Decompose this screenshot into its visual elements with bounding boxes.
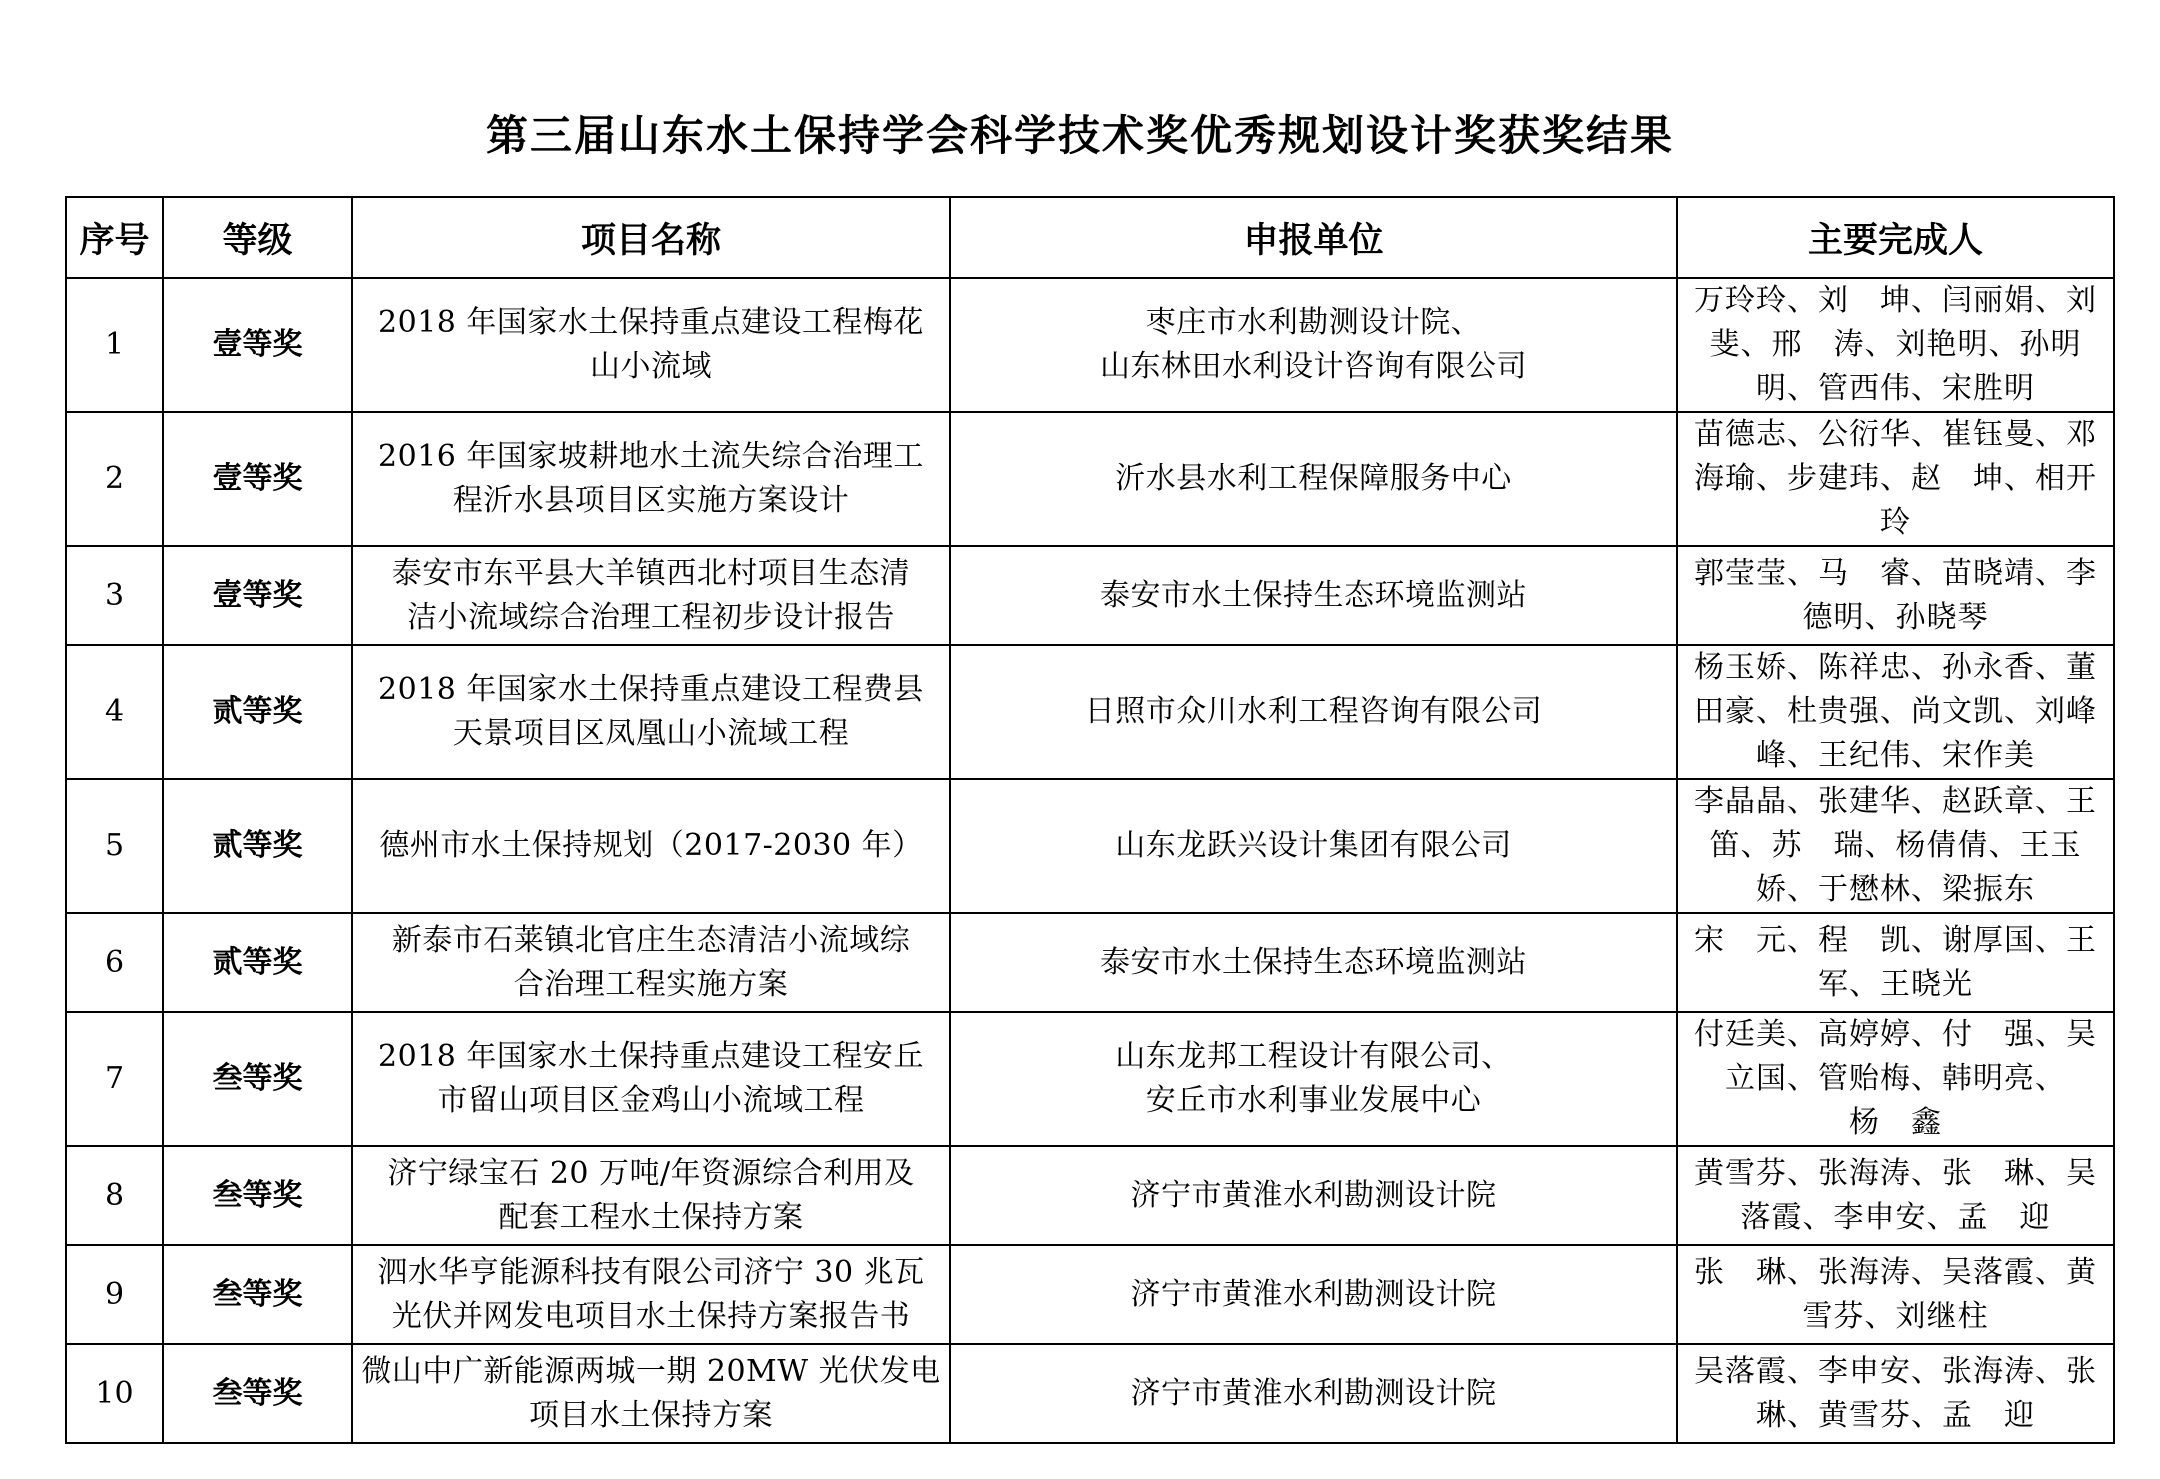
people-line: 玲 <box>1880 505 1911 540</box>
table-row <box>66 1245 2114 1344</box>
cell-people <box>1677 412 2114 546</box>
cell-project <box>352 546 950 645</box>
cell-unit <box>950 1344 1677 1443</box>
cell-people <box>1677 1245 2114 1344</box>
cell-grade: 叁等奖 <box>163 1012 352 1146</box>
project-line: 2018 年国家水土保持重点建设工程安丘 <box>378 1039 924 1074</box>
people-line: 斐、邢 涛、刘艳明、孙明 <box>1709 327 2082 362</box>
cell-people <box>1677 1146 2114 1245</box>
table-row <box>66 278 2114 412</box>
cell-project <box>352 779 950 913</box>
header-people: 主要完成人 <box>1677 197 2114 278</box>
project-line: 光伏并网发电项目水土保持方案报告书 <box>391 1298 911 1334</box>
cell-grade: 叁等奖 <box>163 1245 352 1344</box>
cell-people <box>1677 779 2114 913</box>
people-line: 笛、苏 瑞、杨倩倩、王玉 <box>1709 828 2082 863</box>
cell-seq: 4 <box>66 645 163 779</box>
people-line: 峰、王纪伟、宋作美 <box>1756 738 2035 773</box>
unit-line: 山东林田水利设计咨询有限公司 <box>1100 349 1527 384</box>
unit-line: 枣庄市水利勘测设计院、 <box>1145 305 1482 340</box>
unit-line: 泰安市水土保持生态环境监测站 <box>1100 944 1527 980</box>
project-line: 合治理工程实施方案 <box>513 966 789 1002</box>
table-row <box>66 1146 2114 1245</box>
people-line: 立国、管贻梅、韩明亮、 <box>1725 1061 2066 1096</box>
cell-grade: 叁等奖 <box>163 1344 352 1443</box>
cell-seq: 2 <box>66 412 163 546</box>
cell-grade: 壹等奖 <box>163 278 352 412</box>
cell-unit <box>950 645 1677 779</box>
header-project: 项目名称 <box>352 197 950 278</box>
cell-unit <box>950 412 1677 546</box>
cell-grade: 壹等奖 <box>163 412 352 546</box>
project-line: 济宁绿宝石 20 万吨/年资源综合利用及 <box>387 1155 915 1191</box>
people-line: 落霞、李申安、孟 迎 <box>1740 1199 2051 1235</box>
people-line: 宋 元、程 凯、谢厚国、王 <box>1694 922 2097 958</box>
cell-project <box>352 1146 950 1245</box>
table-row <box>66 779 2114 913</box>
cell-seq: 8 <box>66 1146 163 1245</box>
header-seq: 序号 <box>66 197 163 278</box>
cell-project <box>352 412 950 546</box>
project-line: 天景项目区凤凰山小流域工程 <box>452 716 850 751</box>
cell-grade: 贰等奖 <box>163 645 352 779</box>
unit-line: 山东龙邦工程设计有限公司、 <box>1115 1039 1512 1074</box>
cell-project <box>352 645 950 779</box>
header-grade: 等级 <box>163 197 352 278</box>
people-line: 田豪、杜贵强、尚文凯、刘峰 <box>1694 694 2097 729</box>
cell-unit <box>950 1146 1677 1245</box>
people-line: 张 琳、张海涛、吴落霞、黄 <box>1694 1254 2097 1290</box>
people-line: 李晶晶、张建华、赵跃章、王 <box>1694 784 2097 819</box>
unit-line: 泰安市水土保持生态环境监测站 <box>1100 577 1527 613</box>
people-line: 郭莹莹、马 睿、苗晓靖、李 <box>1694 555 2097 591</box>
project-line: 泗水华亨能源科技有限公司济宁 30 兆瓦 <box>377 1254 925 1290</box>
people-line: 万玲玲、刘 坤、闫丽娟、刘 <box>1694 283 2097 318</box>
project-line: 泰安市东平县大羊镇西北村项目生态清 <box>391 555 911 591</box>
cell-unit <box>950 1012 1677 1146</box>
cell-grade: 叁等奖 <box>163 1146 352 1245</box>
project-line: 2016 年国家坡耕地水土流失综合治理工 <box>378 439 924 474</box>
cell-people <box>1677 913 2114 1012</box>
project-line: 2018 年国家水土保持重点建设工程梅花 <box>378 305 924 340</box>
cell-project <box>352 913 950 1012</box>
cell-project <box>352 1245 950 1344</box>
cell-people <box>1677 278 2114 412</box>
project-line: 新泰市石莱镇北官庄生态清洁小流域综 <box>391 922 911 958</box>
people-line: 杨玉娇、陈祥忠、孙永香、董 <box>1694 650 2097 685</box>
people-line: 黄雪芬、张海涛、张 琳、吴 <box>1694 1155 2097 1191</box>
cell-people <box>1677 1012 2114 1146</box>
table-row <box>66 412 2114 546</box>
cell-seq: 5 <box>66 779 163 913</box>
people-line: 苗德志、公衍华、崔钰曼、邓 <box>1694 417 2097 452</box>
project-line: 2018 年国家水土保持重点建设工程费县 <box>378 672 924 707</box>
cell-seq: 7 <box>66 1012 163 1146</box>
table-row <box>66 1344 2114 1443</box>
unit-line: 济宁市黄淮水利勘测设计院 <box>1130 1276 1497 1312</box>
header-unit: 申报单位 <box>950 197 1677 278</box>
people-line: 明、管西伟、宋胜明 <box>1756 371 2035 406</box>
cell-seq: 6 <box>66 913 163 1012</box>
cell-people <box>1677 1344 2114 1443</box>
unit-line: 济宁市黄淮水利勘测设计院 <box>1130 1375 1497 1411</box>
cell-project <box>352 278 950 412</box>
people-line: 杨 鑫 <box>1849 1105 1942 1140</box>
unit-line: 济宁市黄淮水利勘测设计院 <box>1130 1177 1497 1213</box>
cell-seq: 1 <box>66 278 163 412</box>
unit-line: 日照市众川水利工程咨询有限公司 <box>1084 694 1543 729</box>
cell-seq: 9 <box>66 1245 163 1344</box>
header-row <box>66 197 2114 278</box>
table-body <box>66 278 2114 1443</box>
cell-unit <box>950 913 1677 1012</box>
table-row <box>66 1012 2114 1146</box>
project-line: 山小流域 <box>590 349 712 384</box>
cell-seq: 10 <box>66 1344 163 1443</box>
people-line: 雪芬、刘继柱 <box>1802 1298 1989 1334</box>
cell-grade: 壹等奖 <box>163 546 352 645</box>
project-line: 项目水土保持方案 <box>529 1397 773 1433</box>
people-line: 付廷美、高婷婷、付 强、吴 <box>1694 1017 2097 1052</box>
awards-table <box>65 196 2115 1444</box>
cell-project <box>352 1344 950 1443</box>
people-line: 琳、黄雪芬、孟 迎 <box>1756 1397 2035 1433</box>
table-row <box>66 913 2114 1012</box>
people-line: 德明、孙晓琴 <box>1802 599 1989 635</box>
unit-line: 安丘市水利事业发展中心 <box>1145 1083 1482 1118</box>
cell-unit <box>950 546 1677 645</box>
unit-line: 山东龙跃兴设计集团有限公司 <box>1115 828 1512 863</box>
project-line: 配套工程水土保持方案 <box>498 1199 804 1235</box>
people-line: 娇、于懋林、梁振东 <box>1756 872 2035 907</box>
cell-project <box>352 1012 950 1146</box>
unit-line: 沂水县水利工程保障服务中心 <box>1115 461 1512 496</box>
cell-grade: 贰等奖 <box>163 779 352 913</box>
project-line: 微山中广新能源两城一期 20MW 光伏发电 <box>361 1353 941 1389</box>
cell-people <box>1677 546 2114 645</box>
cell-seq: 3 <box>66 546 163 645</box>
project-line: 德州市水土保持规划（2017-2030 年） <box>379 828 923 863</box>
cell-unit <box>950 1245 1677 1344</box>
project-line: 市留山项目区金鸡山小流域工程 <box>437 1083 865 1118</box>
people-line: 海瑜、步建玮、赵 坤、相开 <box>1694 461 2097 496</box>
cell-grade: 贰等奖 <box>163 913 352 1012</box>
project-line: 洁小流域综合治理工程初步设计报告 <box>407 599 895 635</box>
cell-unit <box>950 779 1677 913</box>
table-row <box>66 645 2114 779</box>
project-line: 程沂水县项目区实施方案设计 <box>452 483 850 518</box>
cell-people <box>1677 645 2114 779</box>
people-line: 吴落霞、李申安、张海涛、张 <box>1694 1353 2097 1389</box>
cell-unit <box>950 278 1677 412</box>
table-row <box>66 546 2114 645</box>
people-line: 军、王晓光 <box>1818 966 1973 1002</box>
page-title: 第三届山东水土保持学会科学技术奖优秀规划设计奖获奖结果 <box>485 111 1674 160</box>
